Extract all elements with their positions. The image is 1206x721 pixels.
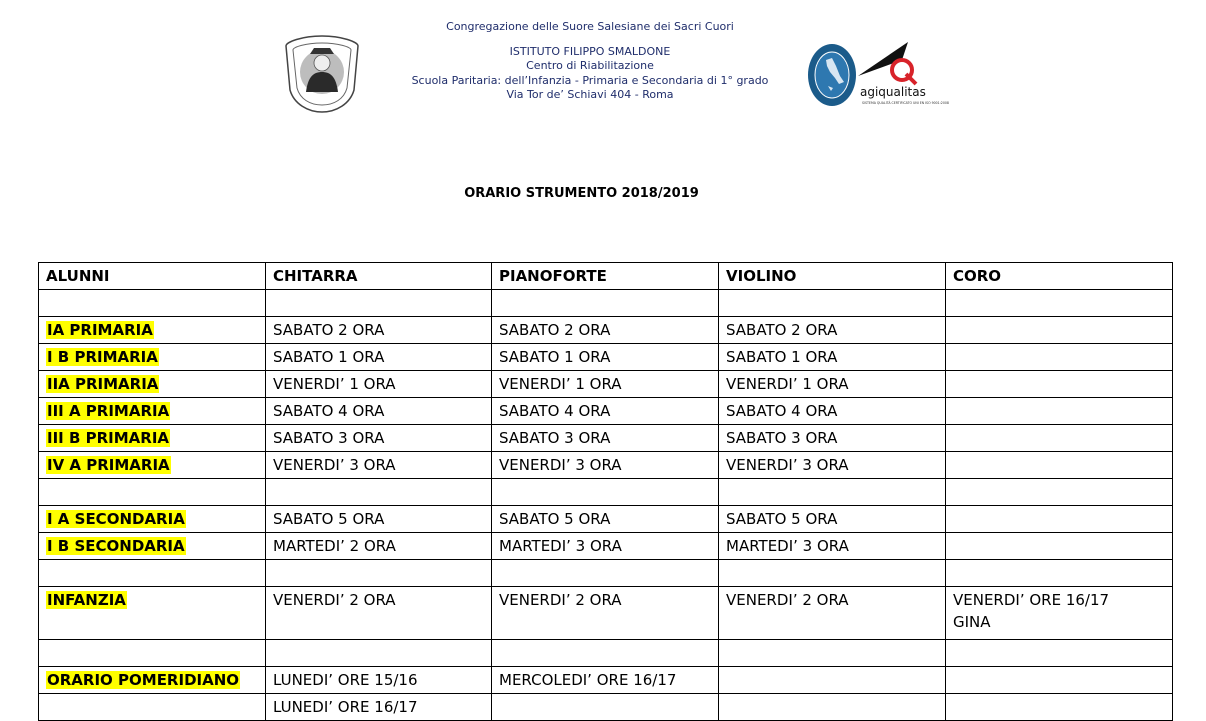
agiqualitas-text: agiqualitas [860,85,926,99]
table-row [39,587,1173,640]
agiqualitas-subtext: SISTEMA QUALITÀ CERTIFICATO UNI EN ISO 9001:2008 [862,101,949,105]
table-row [39,425,1173,452]
chitarra-cell: MARTEDI’ 2 ORA [266,533,492,560]
class-cell [39,533,266,560]
coro-cell: VENERDI’ ORE 16/17 GINA [946,587,1173,640]
coro-cell [946,506,1173,533]
table-row [39,344,1173,371]
table-row [39,398,1173,425]
coro-cell [946,452,1173,479]
pianoforte-cell [492,640,719,667]
chitarra-cell [266,640,492,667]
table-row [39,533,1173,560]
class-cell [39,640,266,667]
class-cell [39,371,266,398]
violino-cell [719,667,946,694]
violino-cell: SABATO 5 ORA [719,506,946,533]
congregation-line: Congregazione delle Suore Salesiane dei Sacri Cuori [446,20,734,33]
coro-cell [946,344,1173,371]
pianoforte-cell: MERCOLEDI’ ORE 16/17 [492,667,719,694]
pianoforte-cell: VENERDI’ 2 ORA [492,587,719,640]
coro-cell [946,667,1173,694]
class-label: I B PRIMARIA [47,348,158,366]
violino-cell [719,694,946,721]
coro-cell [946,640,1173,667]
schedule-table [38,262,1173,721]
center-line: Centro di Riabilitazione [526,59,654,72]
class-cell [39,560,266,587]
class-cell [39,425,266,452]
violino-cell [719,640,946,667]
class-cell [39,694,266,721]
table-row [39,371,1173,398]
table-header-row [39,263,1173,290]
chitarra-cell: SABATO 4 ORA [266,398,492,425]
table-row [39,560,1173,587]
coro-cell [946,560,1173,587]
pianoforte-cell [492,290,719,317]
letterhead-text [380,20,800,103]
column-header-violino: VIOLINO [719,263,946,290]
class-cell [39,290,266,317]
pianoforte-cell: SABATO 5 ORA [492,506,719,533]
chitarra-cell [266,290,492,317]
class-cell [39,667,266,694]
coro-cell [946,533,1173,560]
pianoforte-cell: VENERDI’ 1 ORA [492,371,719,398]
violino-cell: MARTEDI’ 3 ORA [719,533,946,560]
class-label: IIA PRIMARIA [47,375,159,393]
violino-cell: SABATO 1 ORA [719,344,946,371]
document-title: ORARIO STRUMENTO 2018/2019 [464,186,699,201]
coro-cell [946,479,1173,506]
schedule-body [39,290,1173,721]
class-label: III A PRIMARIA [47,402,170,420]
pianoforte-cell [492,479,719,506]
violino-cell: SABATO 2 ORA [719,317,946,344]
table-row [39,452,1173,479]
chitarra-cell: VENERDI’ 1 ORA [266,371,492,398]
table-row [39,317,1173,344]
chitarra-cell: VENERDI’ 2 ORA [266,587,492,640]
violino-cell: SABATO 4 ORA [719,398,946,425]
class-label: I B SECONDARIA [47,537,185,555]
pianoforte-cell [492,694,719,721]
column-header-alunni: ALUNNI [39,263,266,290]
table-row [39,290,1173,317]
class-label: IV A PRIMARIA [47,456,170,474]
class-cell [39,344,266,371]
chitarra-cell: SABATO 5 ORA [266,506,492,533]
class-label: IA PRIMARIA [47,321,153,339]
pianoforte-cell: MARTEDI’ 3 ORA [492,533,719,560]
school-line: Scuola Paritaria: dell’Infanzia - Primaria e Secondaria di 1° grado [411,73,769,87]
class-label: I A SECONDARIA [47,510,185,528]
coro-cell [946,371,1173,398]
pianoforte-cell: VENERDI’ 3 ORA [492,452,719,479]
coro-cell [946,398,1173,425]
class-cell [39,587,266,640]
violino-cell: VENERDI’ 1 ORA [719,371,946,398]
class-cell [39,506,266,533]
table-row [39,640,1173,667]
chitarra-cell: SABATO 2 ORA [266,317,492,344]
coro-cell [946,694,1173,721]
violino-cell [719,479,946,506]
class-cell [39,398,266,425]
pianoforte-cell [492,560,719,587]
chitarra-cell [266,479,492,506]
chitarra-cell [266,560,492,587]
table-row [39,694,1173,721]
coro-cell [946,317,1173,344]
institute-line: ISTITUTO FILIPPO SMALDONE [509,44,671,58]
class-label: INFANZIA [47,591,126,609]
chitarra-cell: SABATO 1 ORA [266,344,492,371]
chitarra-cell: LUNEDI’ ORE 16/17 [266,694,492,721]
table-row [39,479,1173,506]
table-row [39,506,1173,533]
coro-cell [946,290,1173,317]
column-header-chitarra: CHITARRA [266,263,492,290]
violino-cell: VENERDI’ 3 ORA [719,452,946,479]
pianoforte-cell: SABATO 4 ORA [492,398,719,425]
class-label: III B PRIMARIA [47,429,170,447]
coro-cell [946,425,1173,452]
violino-cell: SABATO 3 ORA [719,425,946,452]
pianoforte-cell: SABATO 1 ORA [492,344,719,371]
violino-cell [719,290,946,317]
table-row [39,667,1173,694]
seal-logo-icon [284,34,360,114]
pianoforte-cell: SABATO 2 ORA [492,317,719,344]
pianoforte-cell: SABATO 3 ORA [492,425,719,452]
chitarra-cell: SABATO 3 ORA [266,425,492,452]
class-cell [39,479,266,506]
class-cell [39,452,266,479]
chitarra-cell: VENERDI’ 3 ORA [266,452,492,479]
violino-cell: VENERDI’ 2 ORA [719,587,946,640]
chitarra-cell: LUNEDI’ ORE 15/16 [266,667,492,694]
accredia-logo-icon [806,42,858,108]
address-line: Via Tor de’ Schiavi 404 - Roma [506,88,674,101]
column-header-pianoforte: PIANOFORTE [492,263,719,290]
column-header-coro: CORO [946,263,1173,290]
class-cell [39,317,266,344]
agiqualitas-logo-icon [856,40,949,110]
violino-cell [719,560,946,587]
class-label: ORARIO POMERIDIANO [47,671,240,689]
